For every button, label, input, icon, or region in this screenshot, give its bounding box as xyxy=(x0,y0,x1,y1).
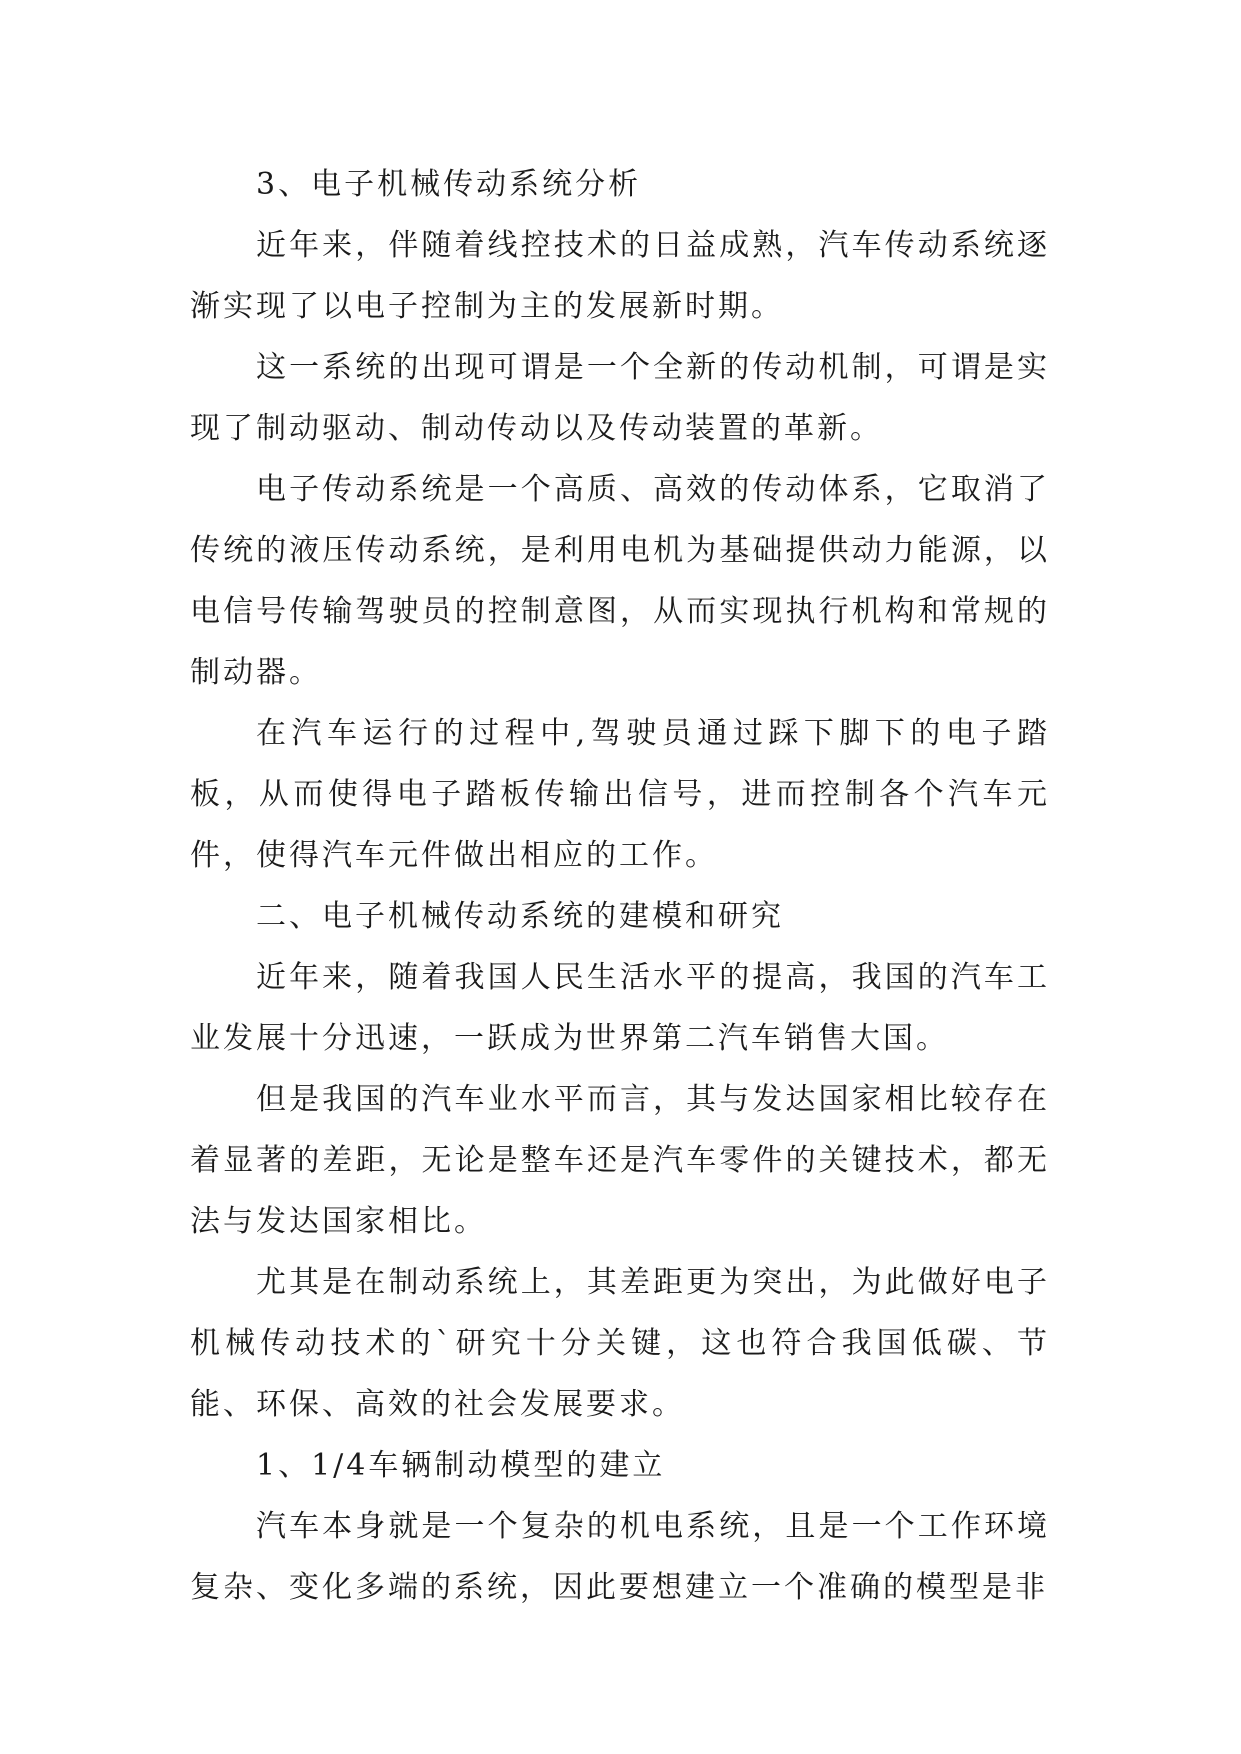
paragraph: 电子传动系统是一个高质、高效的传动体系，它取消了传统的液压传动系统，是利用电机为基础提供动力能源，以电信号传输驾驶员的控制意图，从而实现执行机构和常规的制动器。 xyxy=(190,472,1050,690)
paragraph: 在汽车运行的过程中,驾驶员通过踩下脚下的电子踏板，从而使得电子踏板传输出信号，进而控制各个汽车元件，使得汽车元件做出相应的工作。 xyxy=(190,716,1050,873)
section-heading-3: 3、电子机械传动系统分析 xyxy=(256,167,642,202)
document-body xyxy=(190,154,1050,1618)
paragraph: 近年来，随着我国人民生活水平的提高，我国的汽车工业发展十分迅速，一跃成为世界第二汽车销售大国。 xyxy=(190,960,1050,1056)
paragraph: 这一系统的出现可谓是一个全新的传动机制，可谓是实现了制动驱动、制动传动以及传动装置的革新。 xyxy=(190,350,1050,446)
paragraph: 尤其是在制动系统上，其差距更为突出，为此做好电子机械传动技术的`研究十分关键，这也符合我国低碳、节能、环保、高效的社会发展要求。 xyxy=(190,1265,1050,1422)
section-heading-2: 二、电子机械传动系统的建模和研究 xyxy=(256,899,784,934)
section-heading-1: 1、1/4车辆制动模型的建立 xyxy=(256,1448,666,1483)
paragraph: 近年来，伴随着线控技术的日益成熟，汽车传动系统逐渐实现了以电子控制为主的发展新时期。 xyxy=(190,228,1050,324)
paragraph: 汽车本身就是一个复杂的机电系统，且是一个工作环境复杂、变化多端的系统，因此要想建立一个准确的模型是非 xyxy=(190,1509,1050,1605)
paragraph: 但是我国的汽车业水平而言，其与发达国家相比较存在着显著的差距，无论是整车还是汽车零件的关键技术，都无法与发达国家相比。 xyxy=(190,1082,1050,1239)
